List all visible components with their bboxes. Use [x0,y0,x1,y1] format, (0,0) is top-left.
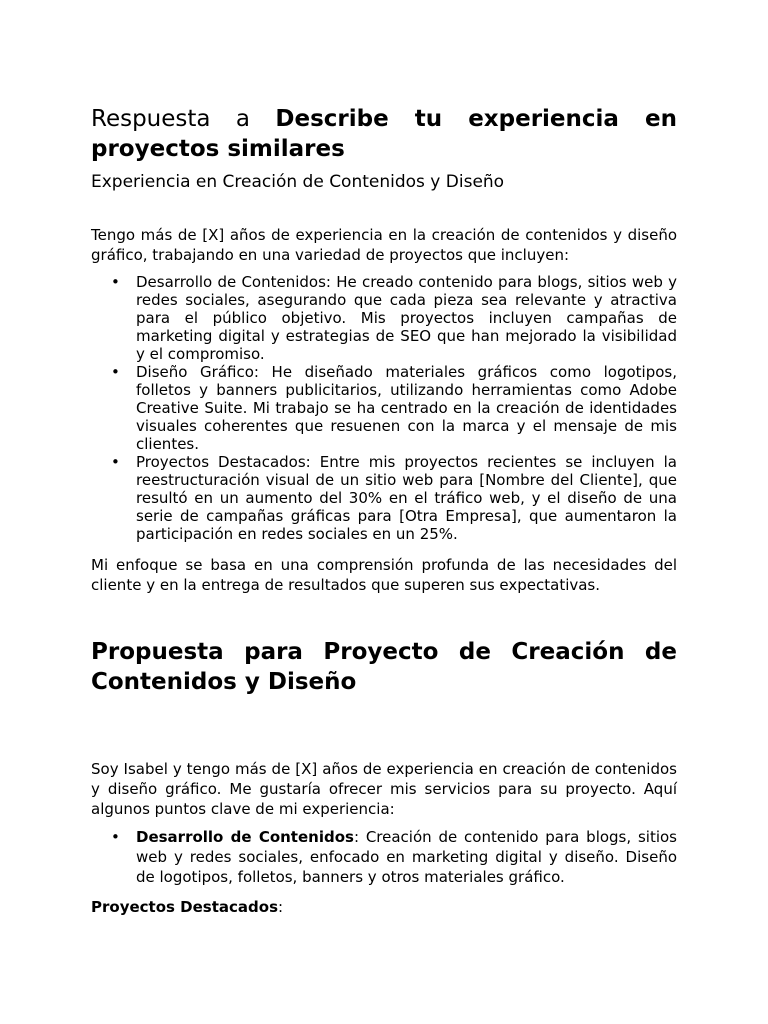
bullet-icon: • [111,363,120,381]
question-title-line1: Describe tu experiencia en [275,106,677,132]
proposal-title-line2: Contenidos y Diseño [91,669,357,695]
highlighted-projects-colon: : [278,898,284,916]
list-item-label: Desarrollo de Contenidos [136,828,354,846]
proposal-intro-paragraph: Soy Isabel y tengo más de [X] años de experiencia en creación de contenidos y diseño gráfico. Me gustaría ofrecer mis servicios para su proyecto. Aquí algunos puntos clave de mi experiencia: [91,760,677,818]
proposal-title-line1: Propuesta para Proyecto de Creación de [91,639,677,665]
list-item-text: Diseño Gráfico: He diseñado materiales gráficos como logotipos, folletos y banners publicitarios, utilizando herramientas como Adobe Creative Suite. Mi trabajo se ha centrado en la creación de identidades visuales coherentes que resuenen con la marca y el mensaje de mis clientes. [136,363,677,453]
proposal-title [91,637,677,697]
list-item [111,273,677,363]
intro-paragraph: Tengo más de [X] años de experiencia en la creación de contenidos y diseño gráfico, trabajando en una variedad de proyectos que incluyen: [91,226,677,264]
proposal-list [91,827,677,887]
list-item [111,453,677,543]
response-prefix: Respuesta a [91,106,250,132]
list-item [111,827,677,887]
section-subtitle: Experiencia en Creación de Contenidos y Diseño [91,172,505,192]
bullet-icon: • [111,273,120,291]
highlighted-projects-heading [91,897,677,917]
list-item [111,363,677,453]
bullet-icon: • [111,453,120,471]
highlighted-projects-label: Proyectos Destacados [91,898,278,916]
closing-paragraph: Mi enfoque se basa en una comprensión profunda de las necesidades del cliente y en la entrega de resultados que superen sus expectativas. [91,556,677,594]
bullet-icon: • [111,828,120,846]
list-item-text: Desarrollo de Contenidos: He creado contenido para blogs, sitios web y redes sociales, asegurando que cada pieza sea relevante y atractiva para el público objetivo. Mis proyectos incluyen campañas de marketing digital y estrategias de SEO que han mejorado la visibilidad y el compromiso. [136,273,677,363]
list-item-text: Proyectos Destacados: Entre mis proyectos recientes se incluyen la reestructuración visual de un sitio web para [Nombre del Cliente], que resultó en un aumento del 30% en el tráfico web, y el diseño de una serie de campañas gráficas para [Otra Empresa], que aumentaron la participación en redes sociales en un 25%. [136,453,677,543]
response-title [91,104,677,134]
list-item-text: : Creación de contenido para blogs, sitios web y redes sociales, enfocado en marketing digital y diseño. Diseño de logotipos, folletos, banners y otros materiales gráfico. [136,828,677,886]
question-title-line2: proyectos similares [91,136,345,162]
experience-list [91,273,677,543]
